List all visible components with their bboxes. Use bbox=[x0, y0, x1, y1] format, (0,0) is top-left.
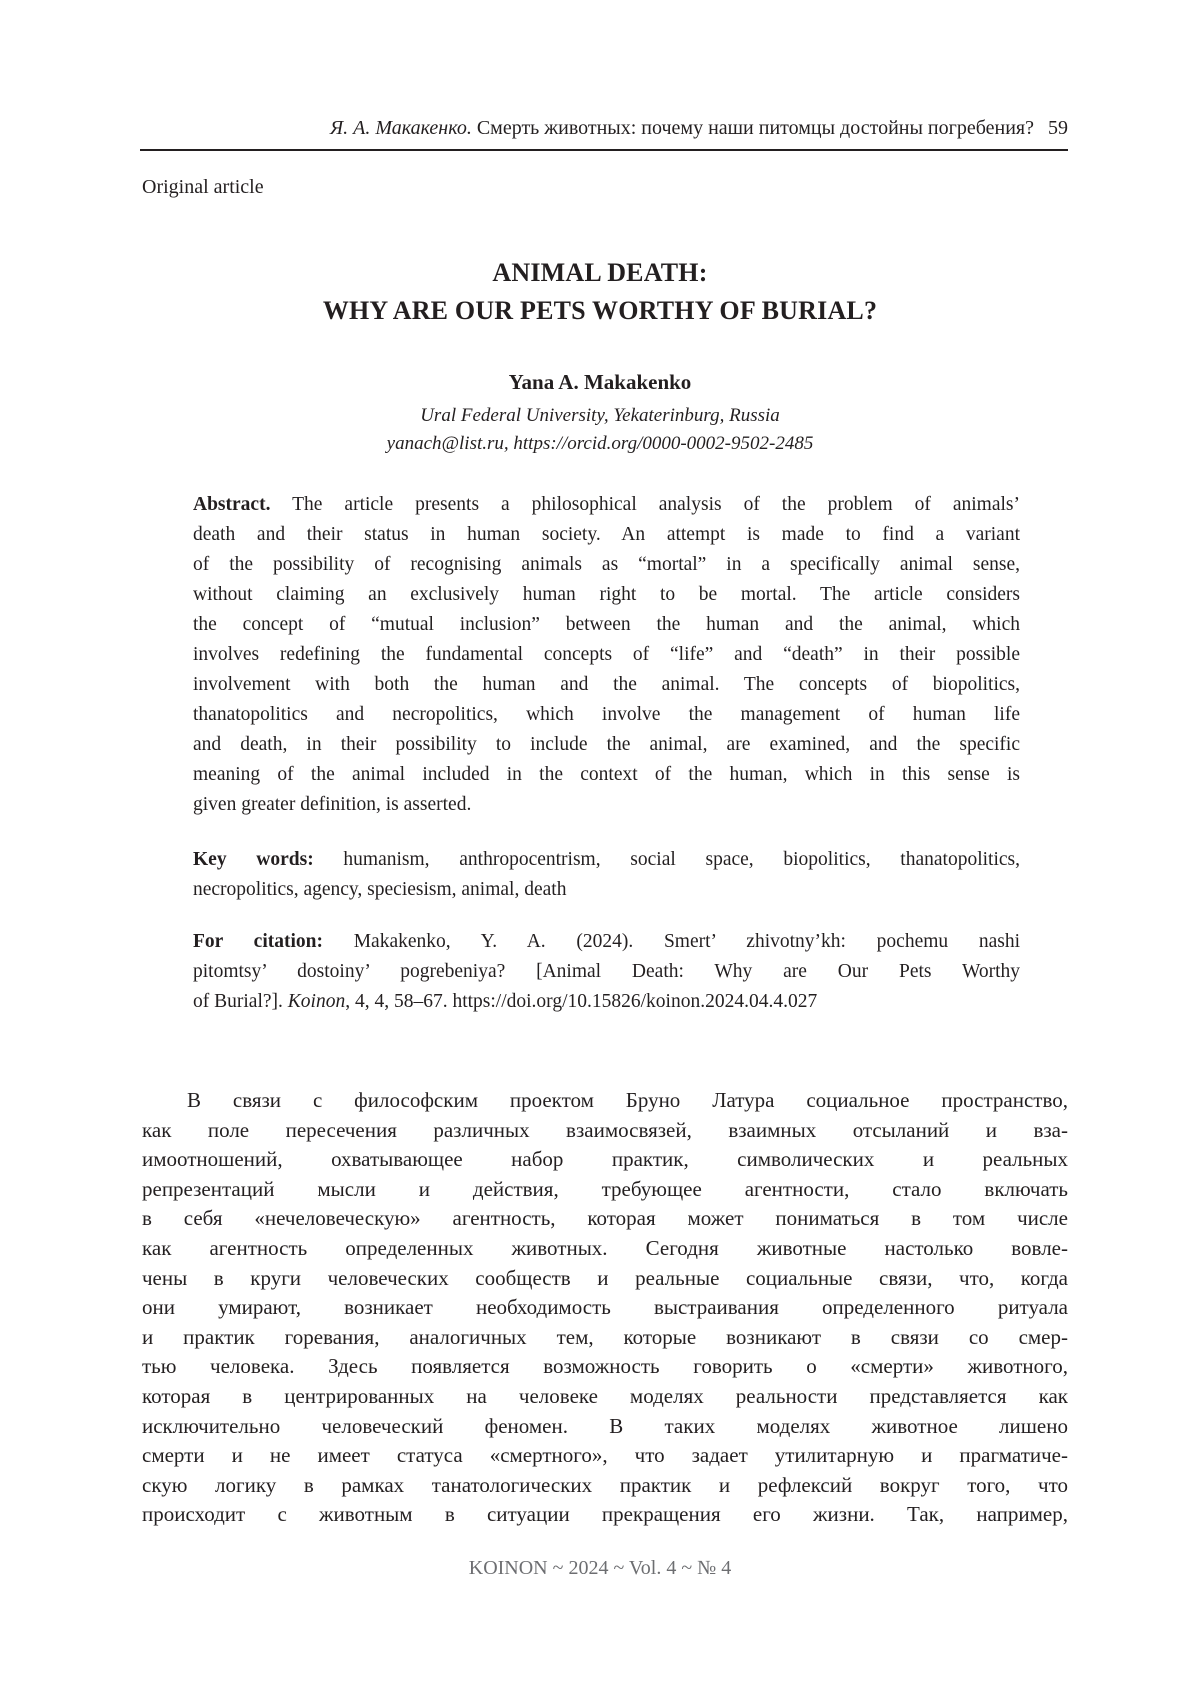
running-head-title: Смерть животных: почему наши питомцы достойны погребения? bbox=[477, 117, 1034, 139]
body-line: исключительно человеческий феномен. В таких моделях животное лишено bbox=[142, 1414, 1068, 1439]
abstract-line: without claiming an exclusively human right to be mortal. The article considers bbox=[193, 584, 1020, 606]
abstract-line: the concept of “mutual inclusion” between the human and the animal, which bbox=[193, 614, 1020, 636]
abstract-line: involvement with both the human and the animal. The concepts of biopolitics, bbox=[193, 674, 1020, 696]
running-head bbox=[142, 117, 1068, 140]
page-number: 59 bbox=[1048, 117, 1068, 139]
abstract-line: involves redefining the fundamental concepts of “life” and “death” in their possible bbox=[193, 644, 1020, 666]
keywords-line bbox=[193, 849, 1020, 871]
abstract-line: of the possibility of recognising animals as “mortal” in a specifically animal sense, bbox=[193, 554, 1020, 576]
body-line: которая в центрированных на человеке моделях реальности представляется как bbox=[142, 1384, 1068, 1409]
citation-line bbox=[193, 991, 1020, 1013]
keywords-text: humanism, anthropocentrism, social space, biopolitics, thanatopolitics, bbox=[343, 849, 1020, 870]
running-head-author: Я. А. Макакенко. bbox=[330, 117, 472, 139]
abstract-line: thanatopolitics and necropolitics, which involve the management of human life bbox=[193, 704, 1020, 726]
body-line: как агентность определенных животных. Сегодня животные настолько вовле- bbox=[142, 1236, 1068, 1261]
title-line-2: WHY ARE OUR PETS WORTHY OF BURIAL? bbox=[0, 296, 1200, 326]
citation-label: For citation: bbox=[193, 931, 323, 952]
citation-line: pitomtsy’ dostoiny’ pogrebeniya? [Animal Death: Why are Our Pets Worthy bbox=[193, 961, 1020, 983]
abstract-line: death and their status in human society. An attempt is made to find a variant bbox=[193, 524, 1020, 546]
body-line: в себя «нечеловеческую» агентность, которая может пониматься в том числе bbox=[142, 1206, 1068, 1231]
body-line: как поле пересечения различных взаимосвязей, взаимных отсыланий и вза- bbox=[142, 1118, 1068, 1143]
body-line: В связи с философским проектом Бруно Латура социальное пространство, bbox=[187, 1088, 1068, 1113]
title-line-1: ANIMAL DEATH: bbox=[0, 258, 1200, 288]
keywords-label: Key words: bbox=[193, 849, 314, 870]
body-line: происходит с животным в ситуации прекращения его жизни. Так, например, bbox=[142, 1502, 1068, 1527]
abstract-line: and death, in their possibility to include the animal, are examined, and the specific bbox=[193, 734, 1020, 756]
body-line: и практик горевания, аналогичных тем, которые возникают в связи со смер- bbox=[142, 1325, 1068, 1350]
abstract-text: The article presents a philosophical analysis of the problem of animals’ bbox=[292, 494, 1020, 515]
contact-info: yanach@list.ru, https://orcid.org/0000-0002-9502-2485 bbox=[0, 433, 1200, 455]
abstract-line: meaning of the animal included in the context of the human, which in this sense is bbox=[193, 764, 1020, 786]
doi-link[interactable]: , 4, 4, 58–67. https://doi.org/10.15826/koinon.2024.04.4.027 bbox=[345, 991, 817, 1012]
journal-name: Koinon bbox=[288, 991, 345, 1012]
abstract-line: given greater definition, is asserted. bbox=[193, 794, 1020, 816]
article-type: Original article bbox=[142, 176, 264, 199]
abstract-label: Abstract. bbox=[193, 494, 270, 515]
page-footer: KOINON ~ 2024 ~ Vol. 4 ~ № 4 bbox=[0, 1557, 1200, 1580]
body-line: скую логику в рамках танатологических практик и рефлексий вокруг того, что bbox=[142, 1473, 1068, 1498]
header-rule bbox=[140, 149, 1068, 151]
citation-text: Makakenko, Y. A. (2024). Smert’ zhivotny’kh: pochemu nashi bbox=[354, 931, 1020, 952]
citation-text: of Burial?]. bbox=[193, 991, 288, 1012]
body-line: репрезентаций мысли и действия, требующее агентности, стало включать bbox=[142, 1177, 1068, 1202]
body-line: смерти и не имеет статуса «смертного», что задает утилитарную и прагматиче- bbox=[142, 1443, 1068, 1468]
keywords-line: necropolitics, agency, speciesism, animal, death bbox=[193, 879, 1020, 901]
affiliation: Ural Federal University, Yekaterinburg, Russia bbox=[0, 405, 1200, 427]
body-line: тью человека. Здесь появляется возможность говорить о «смерти» животного, bbox=[142, 1354, 1068, 1379]
body-line: имоотношений, охватывающее набор практик, символических и реальных bbox=[142, 1147, 1068, 1172]
citation-line bbox=[193, 931, 1020, 953]
body-line: чены в круги человеческих сообществ и реальные социальные связи, что, когда bbox=[142, 1266, 1068, 1291]
author-name: Yana A. Makakenko bbox=[0, 370, 1200, 395]
abstract-line bbox=[193, 494, 1020, 516]
body-line: они умирают, возникает необходимость выстраивания определенного ритуала bbox=[142, 1295, 1068, 1320]
